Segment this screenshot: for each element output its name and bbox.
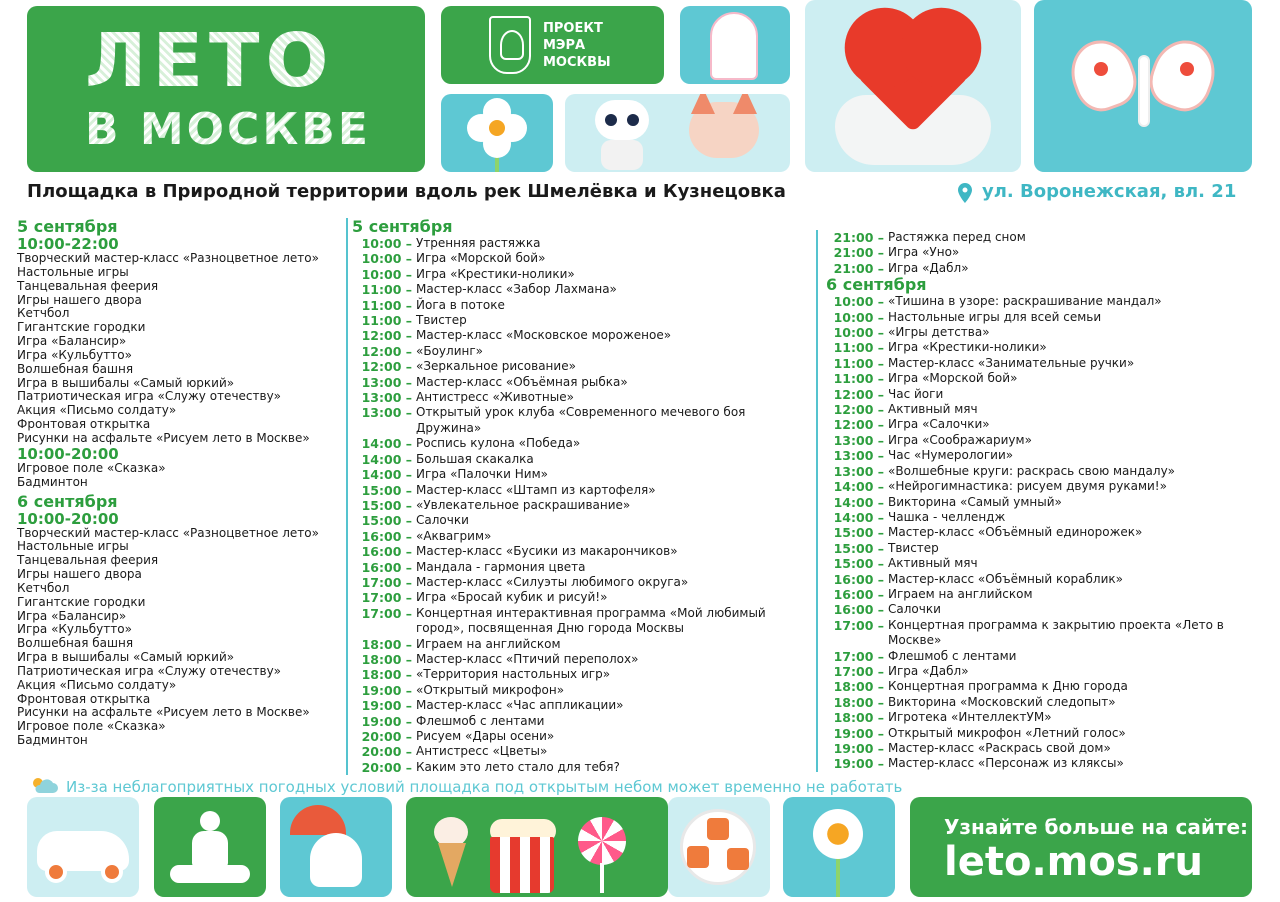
- event-time: 14:00 –: [833, 494, 884, 510]
- activity-item: Игры нашего двора: [17, 567, 142, 582]
- event-time: 19:00 –: [361, 698, 412, 714]
- event-list: [822, 230, 1256, 276]
- event-title: Большая скакалка: [416, 451, 534, 466]
- event-row: [822, 649, 1256, 664]
- event-time: 13:00 –: [361, 405, 412, 421]
- logo-tile: [27, 6, 425, 172]
- event-row: [822, 525, 1256, 540]
- event-time: 15:00 –: [833, 556, 884, 572]
- activity-item: Патриотическая игра «Служу отечеству»: [17, 663, 282, 678]
- event-time: 15:00 –: [361, 497, 412, 513]
- activity-item: Игровое поле «Сказка»: [17, 460, 166, 475]
- venue-address: ул. Воронежская, вл. 21: [982, 181, 1237, 202]
- event-row: [822, 464, 1256, 479]
- mayor-project-badge: [441, 6, 664, 84]
- event-title: Флешмоб с лентами: [888, 648, 1017, 663]
- event-time: 11:00 –: [833, 355, 884, 371]
- event-row: [822, 587, 1256, 602]
- date-heading: 6 сентября: [826, 275, 927, 295]
- event-row: [822, 325, 1256, 340]
- event-row: [350, 714, 810, 729]
- yoga-figure-icon: [192, 831, 228, 867]
- activity-item: Гигантские городки: [17, 320, 146, 335]
- schedule-column-2: [346, 218, 810, 775]
- event-time: 13:00 –: [833, 448, 884, 464]
- butterfly-image: [1034, 0, 1252, 172]
- event-title: Мастер-класс «Объёмный единорожек»: [888, 525, 1143, 540]
- event-row: [350, 483, 810, 498]
- event-row: [350, 744, 810, 759]
- event-row: [350, 729, 810, 744]
- event-time: 13:00 –: [833, 463, 884, 479]
- beach-cat-image: [280, 797, 392, 897]
- activity-item: Игра «Балансир»: [17, 334, 127, 349]
- event-title: Игра «Морской бой»: [888, 371, 1018, 386]
- event-time: 19:00 –: [833, 756, 884, 772]
- event-time: 14:00 –: [833, 509, 884, 525]
- event-row: [350, 236, 810, 251]
- venue-title: Площадка в Природной территории вдоль рек Шмелёвка и Кузнецовка: [27, 181, 786, 202]
- event-title: Концертная интерактивная программа «Мой любимый город», посвященная Дню города Москвы: [416, 605, 766, 636]
- sunflower-image: [783, 797, 895, 897]
- event-row: [350, 637, 810, 652]
- sweets-image: [406, 797, 668, 897]
- activity-item: Игровое поле «Сказка»: [17, 719, 166, 734]
- date-heading: 5 сентября: [352, 217, 453, 236]
- event-row: [350, 282, 810, 297]
- event-row: [350, 606, 810, 637]
- event-time: 16:00 –: [361, 559, 412, 575]
- event-row: [350, 344, 810, 359]
- event-title: Игра «Бросай кубик и рисуй!»: [416, 590, 608, 605]
- event-row: [822, 402, 1256, 417]
- event-time: 16:00 –: [833, 571, 884, 587]
- activity-item: Настольные игры: [17, 264, 129, 279]
- event-title: «Боулинг»: [416, 343, 483, 358]
- activity-item: Патриотическая игра «Служу отечеству»: [17, 389, 282, 404]
- event-time: 20:00 –: [361, 729, 412, 744]
- event-time: 17:00 –: [833, 617, 884, 633]
- event-time: 12:00 –: [833, 386, 884, 402]
- event-title: Флешмоб с лентами: [416, 713, 545, 728]
- event-list: [350, 236, 810, 775]
- event-row: [822, 387, 1256, 402]
- dog-icon: [689, 102, 759, 158]
- event-time: 17:00 –: [361, 605, 412, 621]
- event-title: Антистресс «Цветы»: [416, 744, 548, 759]
- event-row: [350, 683, 810, 698]
- activity-item: Творческий мастер-класс «Разноцветное лето»: [17, 251, 319, 265]
- activity-item: Игра в вышибалы «Самый юркий»: [17, 375, 235, 390]
- event-title: Мастер-класс «Штамп из картофеля»: [416, 482, 656, 497]
- event-row: [822, 664, 1256, 679]
- event-title: «Волшебные круги: раскрась свою мандалу»: [888, 463, 1176, 478]
- event-row: [822, 310, 1256, 325]
- event-time: 19:00 –: [833, 741, 884, 756]
- event-time: 13:00 –: [361, 374, 412, 390]
- event-row: [350, 313, 810, 328]
- event-time: 18:00 –: [361, 651, 412, 667]
- activity-item: Фронтовая открытка: [17, 691, 151, 706]
- event-time: 18:00 –: [833, 694, 884, 710]
- popcorn-icon: [490, 837, 554, 893]
- event-title: Игра «Палочки Ним»: [416, 467, 548, 482]
- activity-item: Настольные игры: [17, 539, 129, 554]
- event-row: [822, 340, 1256, 355]
- event-title: Игра «Дабл»: [888, 663, 969, 678]
- robot-dog-image: [565, 94, 790, 172]
- activity-item: Фронтовая открытка: [17, 417, 151, 432]
- event-row: [822, 356, 1256, 371]
- event-title: Мастер-класс «Занимательные ручки»: [888, 355, 1135, 370]
- event-title: Мастер-класс «Раскрась свой дом»: [888, 741, 1111, 755]
- event-title: Концертная программа к Дню города: [888, 679, 1128, 694]
- event-title: Настольные игры для всей семьи: [888, 309, 1102, 324]
- event-time: 17:00 –: [833, 663, 884, 679]
- event-time: 21:00 –: [833, 260, 884, 276]
- time-range: 10:00-20:00: [17, 509, 119, 528]
- event-row: [822, 710, 1256, 725]
- event-title: Активный мяч: [888, 402, 978, 417]
- event-time: 17:00 –: [833, 648, 884, 664]
- event-row: [350, 467, 810, 482]
- toy-car-image: [27, 797, 139, 897]
- event-time: 13:00 –: [361, 390, 412, 406]
- activity-item: Игра в вышибалы «Самый юркий»: [17, 650, 235, 665]
- activity-item: Игра «Балансир»: [17, 608, 127, 623]
- logo-line-1: ЛЕТО: [85, 18, 335, 104]
- event-row: [350, 667, 810, 682]
- activity-item: Волшебная башня: [17, 636, 134, 651]
- event-title: Игра «Крестики-нолики»: [888, 340, 1047, 355]
- event-title: Игра «Уно»: [888, 245, 960, 260]
- unicorn-image: [680, 6, 790, 84]
- event-row: [350, 560, 810, 575]
- schedule-column-1: [17, 218, 345, 748]
- event-row: [822, 371, 1256, 386]
- event-title: Игротека «ИнтеллектУМ»: [888, 710, 1052, 725]
- event-time: 13:00 –: [833, 432, 884, 448]
- event-row: [350, 652, 810, 667]
- event-row: [350, 760, 810, 775]
- event-row: [822, 479, 1256, 494]
- activity-item: Кетчбол: [17, 306, 70, 321]
- mayor-text-3: МОСКВЫ: [543, 55, 611, 70]
- location-pin-icon: [958, 183, 972, 203]
- event-row: [350, 590, 810, 605]
- event-time: 10:00 –: [833, 294, 884, 310]
- activity-list: [17, 462, 345, 490]
- event-time: 11:00 –: [361, 297, 412, 313]
- event-title: Роспись кулона «Победа»: [416, 436, 581, 451]
- event-title: Чашка - челлендж: [888, 509, 1006, 524]
- unicorn-icon: [710, 12, 758, 80]
- event-row: [350, 452, 810, 467]
- event-time: 18:00 –: [361, 667, 412, 683]
- mayor-text-2: МЭРА: [543, 38, 586, 53]
- activity-item: Рисунки на асфальте «Рисуем лето в Москве»: [17, 705, 310, 720]
- activity-item: Бадминтон: [17, 474, 88, 489]
- event-title: Мастер-класс «Объёмная рыбка»: [416, 374, 628, 389]
- activity-item: Танцевальная феерия: [17, 553, 159, 568]
- weather-warning: Из-за неблагоприятных погодных условий площадка под открытым небом может временно не работать: [66, 778, 903, 796]
- activity-item: Танцевальная феерия: [17, 278, 159, 293]
- event-time: 18:00 –: [833, 710, 884, 726]
- event-title: Мандала - гармония цвета: [416, 559, 586, 574]
- event-title: «Увлекательное раскрашивание»: [416, 497, 631, 512]
- event-row: [350, 390, 810, 405]
- event-title: Салочки: [416, 513, 469, 528]
- schedule-column-3: [816, 230, 1256, 772]
- website-label: Узнайте больше на сайте:: [944, 815, 1249, 839]
- event-time: 14:00 –: [833, 479, 884, 495]
- event-title: Викторина «Самый умный»: [888, 494, 1062, 509]
- activity-item: Творческий мастер-класс «Разноцветное лето»: [17, 525, 319, 540]
- event-time: 10:00 –: [361, 236, 412, 251]
- robot-icon: [595, 100, 649, 140]
- event-row: [350, 359, 810, 374]
- event-title: Концертная программа к закрытию проекта «Лето в Москве»: [888, 617, 1224, 648]
- time-range: 10:00-20:00: [17, 444, 119, 463]
- event-time: 14:00 –: [361, 451, 412, 467]
- event-time: 10:00 –: [833, 309, 884, 325]
- activity-item: Игры нашего двора: [17, 292, 142, 307]
- event-title: Салочки: [888, 602, 941, 617]
- event-title: Час «Нумерологии»: [888, 448, 1014, 463]
- event-row: [822, 433, 1256, 448]
- event-time: 18:00 –: [833, 679, 884, 695]
- event-time: 20:00 –: [361, 744, 412, 760]
- event-title: Мастер-класс «Птичий переполох»: [416, 651, 639, 666]
- event-row: [350, 375, 810, 390]
- event-time: 11:00 –: [833, 340, 884, 356]
- lollipop-icon: [578, 817, 626, 865]
- event-time: 17:00 –: [361, 590, 412, 606]
- event-title: Мастер-класс «Час аппликации»: [416, 698, 624, 713]
- event-time: 16:00 –: [361, 544, 412, 560]
- event-title: Твистер: [416, 313, 467, 328]
- event-time: 14:00 –: [361, 436, 412, 452]
- yoga-image: [154, 797, 266, 897]
- event-title: «Нейрогимнастика: рисуем двумя руками!»: [888, 479, 1167, 494]
- event-time: 21:00 –: [833, 230, 884, 245]
- event-row: [822, 417, 1256, 432]
- activity-item: Игра «Кульбутто»: [17, 347, 132, 362]
- event-time: 20:00 –: [361, 759, 412, 775]
- event-title: Утренняя растяжка: [416, 236, 541, 250]
- event-row: [350, 436, 810, 451]
- event-title: «Открытый микрофон»: [416, 682, 565, 697]
- event-row: [822, 245, 1256, 260]
- event-row: [822, 448, 1256, 463]
- event-time: 12:00 –: [833, 417, 884, 433]
- event-row: [822, 556, 1256, 571]
- event-time: 16:00 –: [833, 602, 884, 618]
- sunflower-icon: [813, 809, 863, 859]
- heart-hands-image: [805, 0, 1021, 172]
- weather-cloud-icon: [30, 775, 58, 795]
- activity-list: [17, 252, 345, 446]
- ice-cream-icon: [438, 843, 466, 887]
- time-range: 10:00-22:00: [17, 235, 119, 253]
- event-title: «Аквагрим»: [416, 528, 492, 543]
- event-row: [822, 756, 1256, 771]
- event-title: Игра «Морской бой»: [416, 251, 546, 266]
- event-row: [822, 510, 1256, 525]
- event-time: 15:00 –: [361, 513, 412, 529]
- event-title: Викторина «Московский следопыт»: [888, 694, 1116, 709]
- activity-item: Акция «Письмо солдату»: [17, 677, 177, 692]
- moscow-emblem-icon: [489, 16, 531, 74]
- event-time: 11:00 –: [361, 313, 412, 329]
- event-time: 19:00 –: [361, 682, 412, 698]
- event-row: [822, 726, 1256, 741]
- event-time: 12:00 –: [361, 359, 412, 375]
- event-row: [350, 529, 810, 544]
- logo-line-2: В МОСКВЕ: [85, 104, 371, 155]
- event-time: 21:00 –: [833, 245, 884, 261]
- activity-item: Гигантские городки: [17, 594, 146, 609]
- event-time: 10:00 –: [361, 251, 412, 267]
- event-row: [822, 695, 1256, 710]
- event-title: Растяжка перед сном: [888, 230, 1026, 244]
- event-row: [350, 328, 810, 343]
- event-time: 17:00 –: [361, 574, 412, 590]
- event-title: Открытый микрофон «Летний голос»: [888, 725, 1126, 740]
- event-time: 14:00 –: [361, 467, 412, 483]
- event-title: Мастер-класс «Объёмный кораблик»: [888, 571, 1123, 586]
- activity-item: Кетчбол: [17, 580, 70, 595]
- event-time: 15:00 –: [833, 540, 884, 556]
- event-row: [350, 267, 810, 282]
- event-title: Активный мяч: [888, 556, 978, 571]
- event-time: 12:00 –: [361, 343, 412, 359]
- activity-list: [17, 527, 345, 749]
- soccer-ball-icon: [680, 809, 756, 885]
- website-link[interactable]: leto.mos.ru: [944, 839, 1204, 885]
- event-title: Игра «Крестики-нолики»: [416, 266, 575, 281]
- event-time: 16:00 –: [361, 528, 412, 544]
- event-row: [350, 498, 810, 513]
- event-row: [822, 541, 1256, 556]
- activity-item: Игра «Кульбутто»: [17, 622, 132, 637]
- website-banner[interactable]: [910, 797, 1252, 897]
- event-title: Мастер-класс «Персонаж из кляксы»: [888, 756, 1124, 771]
- event-title: «Тишина в узоре: раскрашивание мандал»: [888, 294, 1162, 309]
- event-row: [822, 230, 1256, 245]
- event-title: «Территория настольных игр»: [416, 667, 611, 682]
- event-title: Каким это лето стало для тебя?: [416, 759, 620, 774]
- event-time: 18:00 –: [361, 636, 412, 652]
- date-heading: 6 сентября: [17, 491, 118, 511]
- activity-item: Волшебная башня: [17, 361, 134, 376]
- event-row: [350, 513, 810, 528]
- event-title: Открытый урок клуба «Современного мечевого боя Дружина»: [416, 405, 746, 435]
- event-time: 12:00 –: [833, 402, 884, 418]
- event-time: 15:00 –: [361, 482, 412, 498]
- event-row: [822, 572, 1256, 587]
- flower-image: [441, 94, 553, 172]
- mayor-text-1: ПРОЕКТ: [543, 21, 603, 36]
- event-title: Рисуем «Дары осени»: [416, 729, 555, 743]
- event-row: [350, 575, 810, 590]
- event-row: [822, 602, 1256, 617]
- event-time: 11:00 –: [361, 282, 412, 298]
- event-title: Мастер-класс «Бусики из макарончиков»: [416, 544, 678, 559]
- event-title: Игра «Дабл»: [888, 260, 969, 275]
- event-title: Игра «Салочки»: [888, 417, 990, 432]
- event-title: Час йоги: [888, 386, 944, 401]
- event-title: Играем на английском: [416, 636, 561, 651]
- cat-icon: [310, 833, 362, 887]
- event-row: [822, 294, 1256, 309]
- event-row: [822, 261, 1256, 276]
- event-title: Игра «Соображариум»: [888, 432, 1032, 447]
- event-row: [822, 495, 1256, 510]
- date-heading: 5 сентября: [17, 217, 118, 236]
- activity-item: Бадминтон: [17, 733, 88, 748]
- event-title: Мастер-класс «Московское мороженое»: [416, 328, 672, 343]
- event-row: [822, 618, 1256, 649]
- activity-item: Акция «Письмо солдату»: [17, 403, 177, 418]
- event-row: [350, 698, 810, 713]
- event-row: [350, 251, 810, 266]
- event-time: 10:00 –: [833, 325, 884, 341]
- event-time: 19:00 –: [833, 725, 884, 741]
- event-title: Антистресс «Животные»: [416, 390, 574, 405]
- event-time: 12:00 –: [361, 328, 412, 344]
- event-time: 19:00 –: [361, 713, 412, 729]
- butterfly-icon: [1138, 55, 1150, 127]
- event-time: 10:00 –: [361, 266, 412, 282]
- event-row: [822, 679, 1256, 694]
- event-title: Мастер-класс «Силуэты любимого округа»: [416, 574, 689, 589]
- event-row: [350, 544, 810, 559]
- ball-image: [668, 797, 770, 897]
- event-title: Мастер-класс «Забор Лахмана»: [416, 282, 617, 297]
- event-list: [822, 294, 1256, 772]
- event-title: Йога в потоке: [416, 297, 505, 312]
- event-time: 11:00 –: [833, 371, 884, 387]
- event-title: «Игры детства»: [888, 325, 990, 340]
- event-title: Твистер: [888, 540, 939, 555]
- event-title: Играем на английском: [888, 586, 1033, 601]
- event-row: [350, 298, 810, 313]
- event-title: «Зеркальное рисование»: [416, 359, 576, 374]
- activity-item: Рисунки на асфальте «Рисуем лето в Москве»: [17, 430, 310, 445]
- event-row: [822, 741, 1256, 756]
- event-time: 16:00 –: [833, 586, 884, 602]
- event-time: 15:00 –: [833, 525, 884, 541]
- event-row: [350, 405, 810, 436]
